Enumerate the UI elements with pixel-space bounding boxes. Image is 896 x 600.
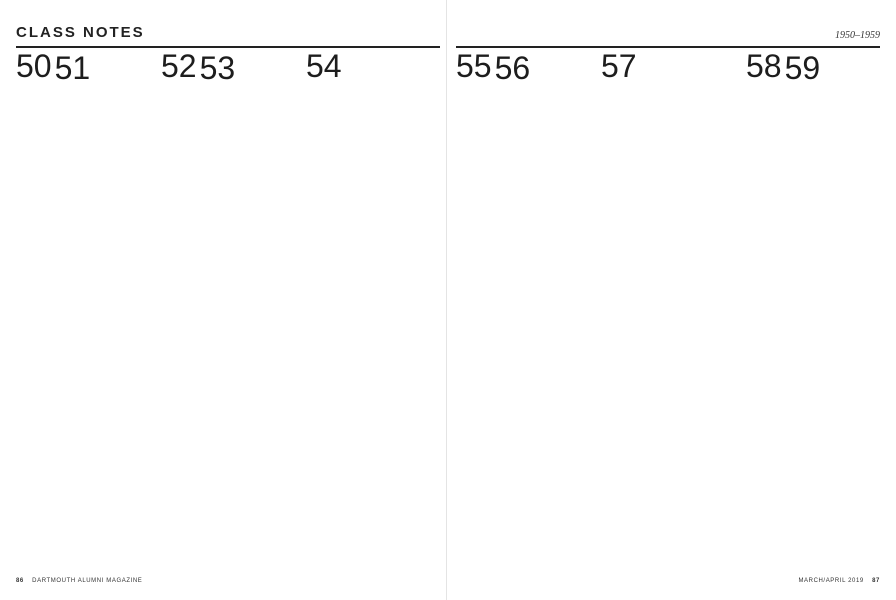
header-rule-right bbox=[456, 46, 880, 48]
column-3 bbox=[306, 52, 440, 566]
page-number: 86 bbox=[16, 578, 24, 584]
column-6 bbox=[746, 52, 880, 566]
class-year-number: 55 bbox=[456, 52, 492, 84]
class-year-number: 50 bbox=[16, 52, 52, 84]
class-year-number: 54 bbox=[306, 52, 342, 84]
column-5 bbox=[601, 52, 735, 566]
class-year-number: 53 bbox=[199, 52, 236, 86]
page-number: 87 bbox=[872, 578, 880, 584]
page-header-right bbox=[456, 22, 880, 46]
column-4 bbox=[456, 52, 590, 566]
class-year-number: 57 bbox=[601, 52, 637, 84]
class-year-number: 52 bbox=[161, 52, 197, 84]
columns-right bbox=[456, 52, 880, 566]
page-footer-left bbox=[16, 578, 440, 588]
column-2 bbox=[161, 52, 295, 566]
class-year-number: 56 bbox=[494, 52, 531, 86]
publication-name: DARTMOUTH ALUMNI MAGAZINE bbox=[32, 578, 143, 584]
section-title: CLASS NOTES bbox=[16, 24, 145, 41]
header-rule-left bbox=[16, 46, 440, 48]
column-1 bbox=[16, 52, 150, 566]
class-year-number: 58 bbox=[746, 52, 782, 84]
page-footer-right bbox=[456, 578, 880, 588]
issue-date: MARCH/APRIL 2019 bbox=[798, 578, 864, 584]
right-page bbox=[448, 0, 896, 600]
page-header-left bbox=[16, 22, 440, 46]
year-range: 1950–1959 bbox=[835, 30, 880, 41]
columns-left bbox=[16, 52, 440, 566]
class-year-number: 51 bbox=[54, 52, 91, 86]
class-year-number: 59 bbox=[784, 52, 821, 86]
